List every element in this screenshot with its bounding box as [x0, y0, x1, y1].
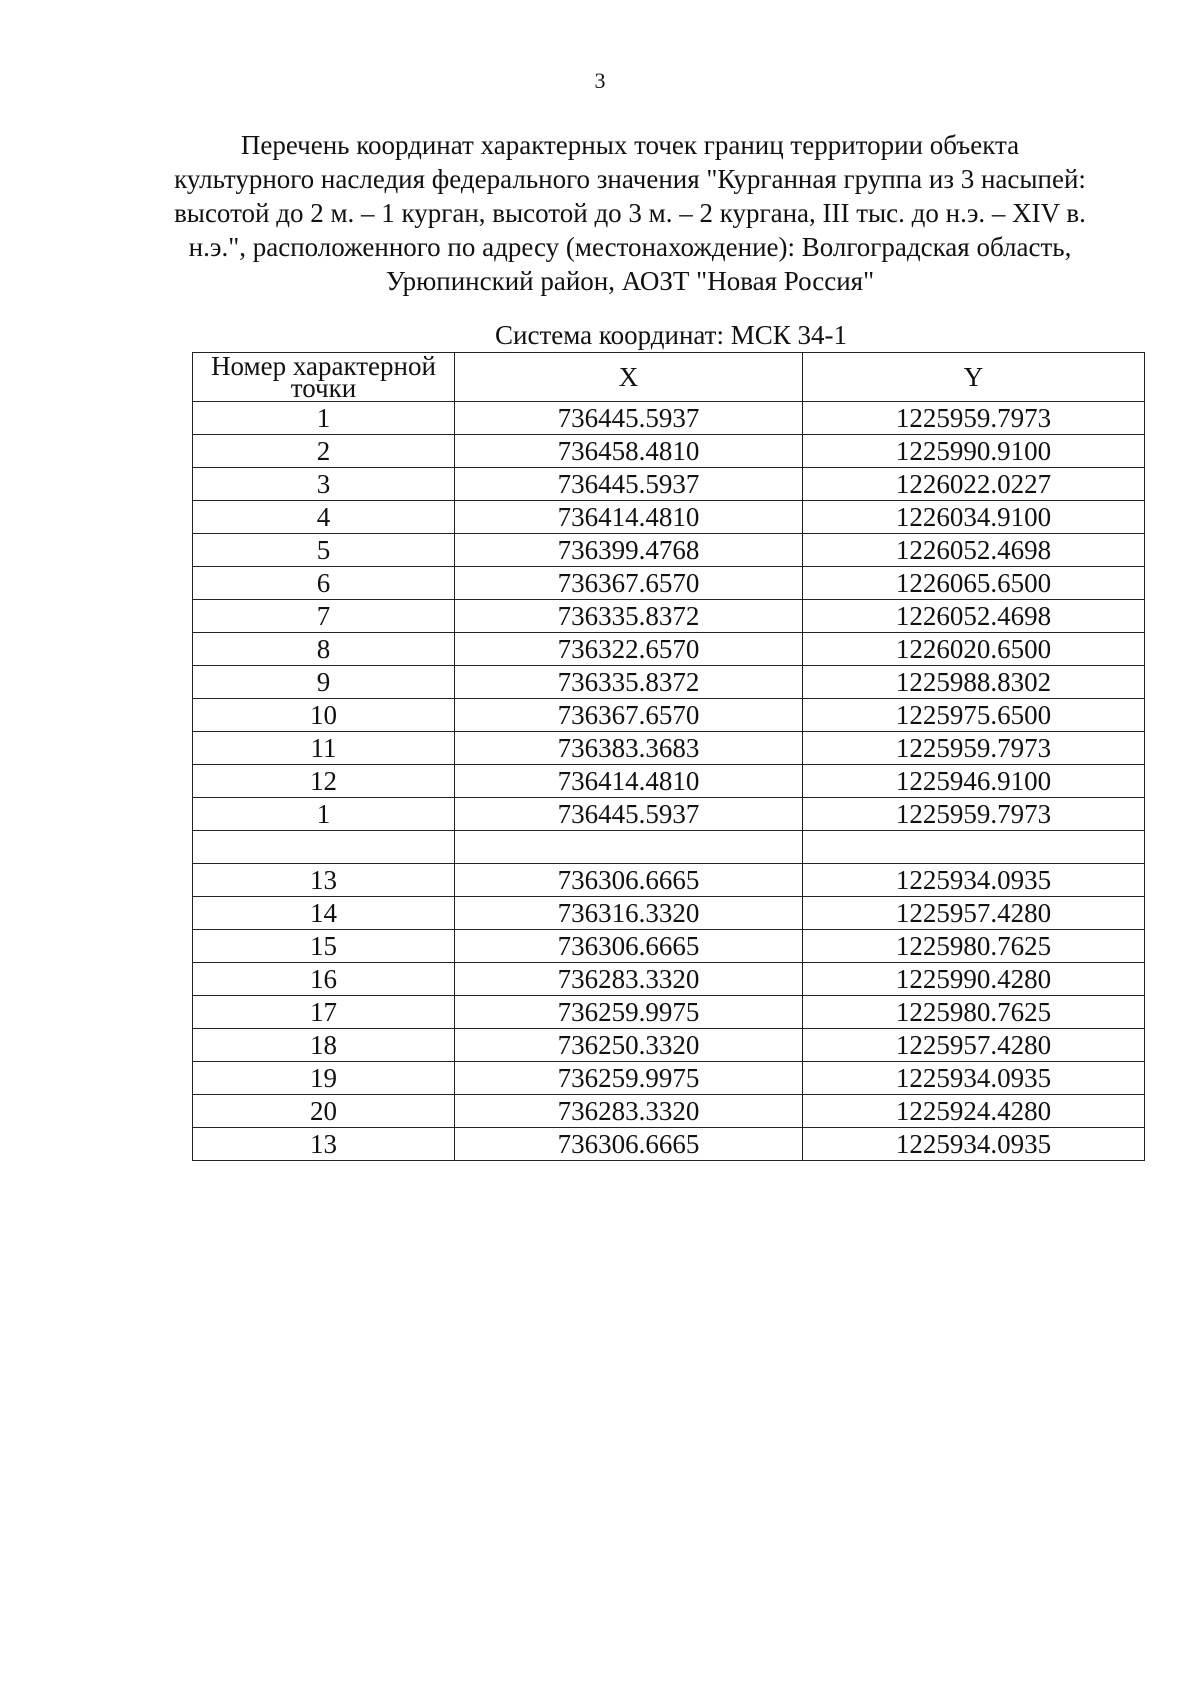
cell-y: 1225990.9100	[803, 435, 1145, 468]
table-row	[193, 501, 1145, 534]
table-row	[193, 1029, 1145, 1062]
cell-point-number: 1	[193, 798, 455, 831]
table-row	[193, 831, 1145, 864]
cell-point-number: 4	[193, 501, 455, 534]
cell-y: 1225959.7973	[803, 798, 1145, 831]
cell-x: 736335.8372	[455, 600, 803, 633]
table-row	[193, 1128, 1145, 1161]
cell-point-number: 18	[193, 1029, 455, 1062]
header-point-number-line1: Номер характерной	[211, 351, 436, 381]
document-heading	[130, 128, 1130, 298]
table-row	[193, 699, 1145, 732]
cell-x: 736322.6570	[455, 633, 803, 666]
cell-point-number: 1	[193, 402, 455, 435]
cell-point-number: 12	[193, 765, 455, 798]
table-row	[193, 402, 1145, 435]
cell-x: 736306.6665	[455, 864, 803, 897]
cell-point-number: 13	[193, 864, 455, 897]
cell-y: 1225990.4280	[803, 963, 1145, 996]
table-row	[193, 930, 1145, 963]
table-row	[193, 666, 1145, 699]
cell-point-number: 5	[193, 534, 455, 567]
cell-y: 1226020.6500	[803, 633, 1145, 666]
coordinates-table	[192, 352, 1145, 1161]
cell-point-number: 3	[193, 468, 455, 501]
header-point-number	[193, 353, 455, 402]
cell-x: 736283.3320	[455, 1095, 803, 1128]
cell-y: 1225988.8302	[803, 666, 1145, 699]
cell-y: 1225980.7625	[803, 930, 1145, 963]
cell-point-number: 8	[193, 633, 455, 666]
cell-point-number: 2	[193, 435, 455, 468]
heading-line: Урюпинский район, АОЗТ "Новая Россия"	[385, 266, 875, 296]
cell-x: 736383.3683	[455, 732, 803, 765]
cell-point-number	[193, 831, 455, 864]
cell-x: 736414.4810	[455, 765, 803, 798]
cell-x: 736259.9975	[455, 996, 803, 1029]
cell-y: 1226052.4698	[803, 600, 1145, 633]
cell-point-number: 15	[193, 930, 455, 963]
cell-point-number: 10	[193, 699, 455, 732]
table-row	[193, 864, 1145, 897]
cell-x: 736458.4810	[455, 435, 803, 468]
heading-line: высотой до 2 м. – 1 курган, высотой до 3 м. – 2 кургана, III тыс. до н.э. – XIV в.	[174, 198, 1086, 228]
cell-y: 1225959.7973	[803, 402, 1145, 435]
cell-y: 1225957.4280	[803, 897, 1145, 930]
heading-line: н.э.", расположенного по адресу (местонахождение): Волгоградская область,	[188, 232, 1072, 262]
cell-y: 1225934.0935	[803, 1128, 1145, 1161]
cell-y: 1226065.6500	[803, 567, 1145, 600]
cell-x: 736283.3320	[455, 963, 803, 996]
cell-x: 736259.9975	[455, 1062, 803, 1095]
cell-point-number: 14	[193, 897, 455, 930]
heading-line: Перечень координат характерных точек границ территории объекта	[240, 130, 1020, 160]
table-row	[193, 600, 1145, 633]
table-row	[193, 897, 1145, 930]
cell-point-number: 11	[193, 732, 455, 765]
cell-point-number: 13	[193, 1128, 455, 1161]
cell-y: 1225934.0935	[803, 1062, 1145, 1095]
cell-y: 1226034.9100	[803, 501, 1145, 534]
cell-point-number: 20	[193, 1095, 455, 1128]
cell-y	[803, 831, 1145, 864]
cell-y: 1225980.7625	[803, 996, 1145, 1029]
cell-x: 736316.3320	[455, 897, 803, 930]
table-row	[193, 996, 1145, 1029]
cell-y: 1225975.6500	[803, 699, 1145, 732]
table-row	[193, 963, 1145, 996]
header-y: Y	[803, 353, 1145, 402]
table-row	[193, 732, 1145, 765]
table-row	[193, 1062, 1145, 1095]
cell-x: 736250.3320	[455, 1029, 803, 1062]
cell-y: 1225957.4280	[803, 1029, 1145, 1062]
table-row	[193, 1095, 1145, 1128]
cell-y: 1225934.0935	[803, 864, 1145, 897]
cell-y: 1226022.0227	[803, 468, 1145, 501]
cell-y: 1226052.4698	[803, 534, 1145, 567]
page-number: 3	[594, 68, 606, 93]
coordinate-system-caption: Система координат: МСК 34-1	[495, 320, 847, 350]
cell-x: 736335.8372	[455, 666, 803, 699]
cell-x	[455, 831, 803, 864]
cell-x: 736445.5937	[455, 402, 803, 435]
cell-x: 736445.5937	[455, 798, 803, 831]
table-row	[193, 798, 1145, 831]
table-row	[193, 435, 1145, 468]
cell-x: 736367.6570	[455, 567, 803, 600]
table-row	[193, 534, 1145, 567]
header-point-number-line2: точки	[290, 373, 357, 403]
cell-x: 736414.4810	[455, 501, 803, 534]
table-row	[193, 468, 1145, 501]
cell-point-number: 17	[193, 996, 455, 1029]
heading-line: культурного наследия федерального значения "Курганная группа из 3 насыпей:	[174, 164, 1086, 194]
cell-y: 1225924.4280	[803, 1095, 1145, 1128]
table-header-row	[193, 353, 1145, 402]
header-x: X	[455, 353, 803, 402]
cell-x: 736367.6570	[455, 699, 803, 732]
cell-x: 736306.6665	[455, 1128, 803, 1161]
cell-point-number: 6	[193, 567, 455, 600]
cell-x: 736306.6665	[455, 930, 803, 963]
table-body	[193, 402, 1145, 1161]
table-row	[193, 633, 1145, 666]
cell-y: 1225959.7973	[803, 732, 1145, 765]
cell-point-number: 9	[193, 666, 455, 699]
cell-point-number: 16	[193, 963, 455, 996]
table-row	[193, 567, 1145, 600]
cell-y: 1225946.9100	[803, 765, 1145, 798]
table-row	[193, 765, 1145, 798]
cell-x: 736445.5937	[455, 468, 803, 501]
cell-x: 736399.4768	[455, 534, 803, 567]
cell-point-number: 7	[193, 600, 455, 633]
cell-point-number: 19	[193, 1062, 455, 1095]
